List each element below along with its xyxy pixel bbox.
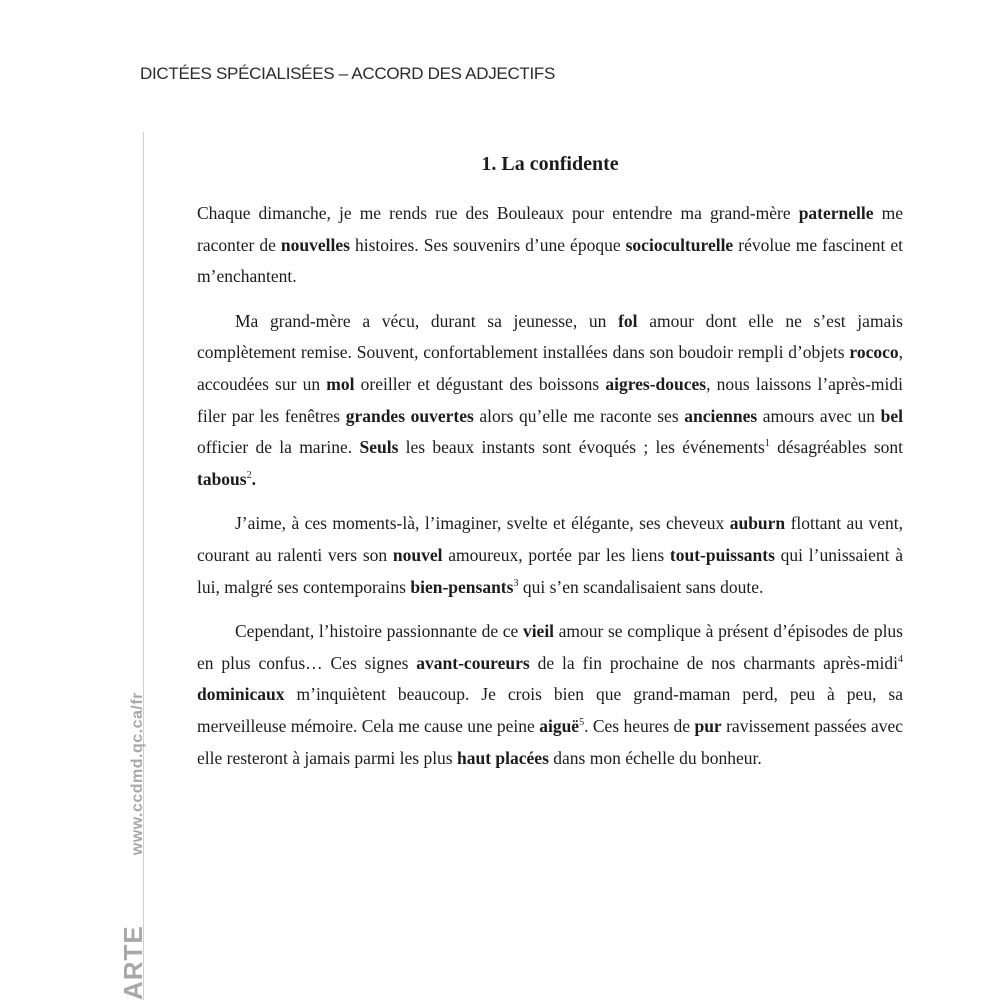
bold-adjective: mol: [326, 373, 355, 394]
text-run: Cependant, l’histoire passionnante de ce: [235, 621, 523, 642]
running-header: DICTÉES SPÉCIALISÉES – ACCORD DES ADJECTIFS: [140, 64, 556, 83]
text-run: alors qu’elle me raconte ses: [473, 405, 685, 426]
text-run: désagréables sont: [769, 437, 903, 458]
text-run: qui s’en scandalisaient sans doute.: [518, 576, 764, 597]
paragraph-1: [197, 198, 903, 293]
text-run: Chaque dimanche, je me rends rue des Bouleaux pour entendre ma grand-mère: [197, 203, 799, 223]
bold-adjective: paternelle: [798, 203, 874, 223]
text-run: de la fin prochaine de nos charmants après-midi: [529, 652, 898, 673]
bold-adjective: nouvel: [392, 544, 443, 565]
footnote-ref: 3: [513, 577, 519, 589]
margin-brand: ARTE: [118, 925, 148, 1000]
text-run: amoureux, portée par les liens: [442, 544, 670, 565]
text-run: . Ces heures de: [584, 715, 695, 736]
text-run: officier de la marine.: [197, 437, 360, 458]
text-run: révolue me fascinent et m’enchantent.: [197, 234, 903, 287]
text-run: J’aime, à ces moments-là, l’imaginer, svelte et élégante, ses cheveux: [235, 513, 730, 534]
paragraph-3: [197, 508, 903, 603]
text-run: .: [251, 468, 256, 489]
bold-adjective: grandes ouvertes: [345, 405, 474, 426]
text-run: m’inquiètent beaucoup. Je crois bien que grand-maman perd, peu à peu, sa merveilleuse mémoire. Cela me cause une peine: [197, 684, 903, 736]
bold-adjective: dominicaux: [197, 684, 285, 705]
text-run: ravissement passées avec elle resteront à jamais parmi les plus: [197, 715, 903, 768]
text-run: les beaux instants sont évoqués ; les événements: [398, 437, 765, 458]
page-title: 1. La confidente: [481, 153, 619, 176]
bold-adjective: avant-coureurs: [416, 652, 530, 673]
dictation-body: [197, 198, 903, 787]
bold-adjective: socioculturelle: [625, 234, 734, 255]
footnote-ref: 1: [764, 438, 770, 450]
bold-adjective: nouvelles: [280, 234, 350, 255]
text-run: amour se complique à présent d’épisodes de plus en plus confus… Ces signes: [197, 621, 903, 673]
text-run: Ma grand-mère a vécu, durant sa jeunesse, un: [235, 310, 619, 331]
text-run: , nous laissons l’après-midi filer par les fenêtres: [197, 373, 903, 426]
bold-adjective: pur: [694, 715, 722, 736]
bold-adjective: aigres-douces: [605, 373, 707, 394]
text-run: dans mon échelle du bonheur.: [548, 747, 762, 768]
bold-adjective: tabous: [197, 468, 247, 489]
bold-adjective: anciennes: [684, 405, 758, 426]
margin-vertical-text: [118, 692, 149, 1000]
bold-adjective: vieil: [522, 621, 555, 642]
bold-adjective: fol: [618, 310, 638, 331]
bold-adjective: bien-pensants: [410, 576, 514, 597]
text-run: me raconter de: [197, 203, 903, 255]
footnote-ref: 4: [898, 653, 903, 665]
margin-url: www.ccdmd.qc.ca/fr: [129, 692, 146, 856]
bold-adjective: auburn: [729, 513, 786, 534]
bold-adjective: Seuls: [359, 437, 399, 458]
bold-adjective: tout-puissants: [669, 544, 775, 565]
text-run: oreiller et dégustant des boissons: [354, 373, 606, 394]
footnote-ref: 5: [579, 717, 585, 729]
text-run: qui l’unissaient à lui, malgré ses contemporains: [197, 544, 903, 597]
text-run: amour dont elle ne s’est jamais complètement remise. Souvent, confortablement installées dans son boudoir rempli d’objets: [197, 310, 903, 363]
paragraph-4: [197, 616, 903, 774]
bold-adjective: bel: [880, 405, 904, 426]
bold-adjective: aiguë: [539, 715, 580, 736]
bold-adjective: rococo: [849, 342, 899, 363]
bold-adjective: haut placées: [457, 747, 549, 768]
text-run: , accoudées sur un: [197, 342, 903, 394]
text-run: flottant au vent, courant au ralenti vers son: [197, 513, 903, 565]
text-run: histoires. Ses souvenirs d’une époque: [349, 234, 626, 255]
text-run: amours avec un: [757, 405, 881, 426]
footnote-ref: 2: [246, 469, 252, 481]
paragraph-2: [197, 306, 903, 496]
